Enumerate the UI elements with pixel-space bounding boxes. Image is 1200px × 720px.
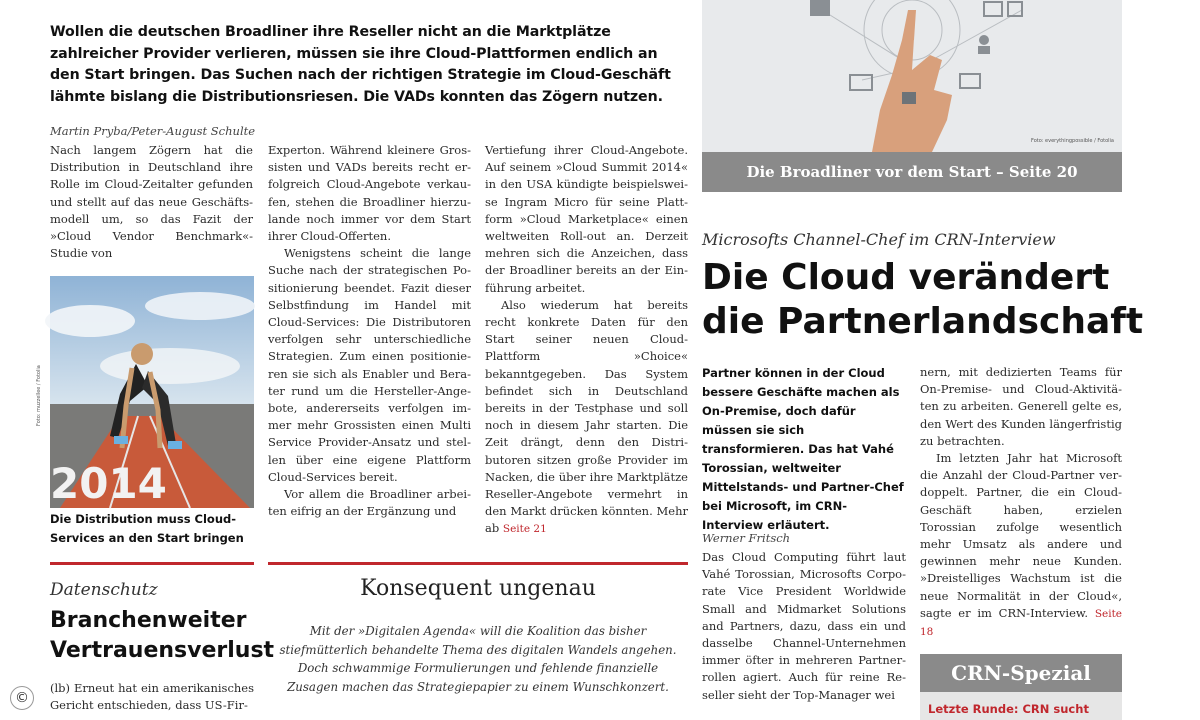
story3-headline-line1: Branchenweiter xyxy=(50,608,247,633)
story4-top-rule xyxy=(268,562,688,565)
story1-col2-para1: Experton. Während kleinere Grossisten und VADs bereits recht erfolgreich Cloud-Angebote verkaufen, stehen die Broadliner hierzulande noch immer vor dem Start ihrer Cloud-Offerten. xyxy=(268,143,471,244)
sprinter-photo-graphic xyxy=(50,276,254,508)
story1-column-2 xyxy=(268,142,471,520)
story4-dek-line4: Zusagen machen das Strategiepapier zu einem Wunschkonzert. xyxy=(287,679,669,694)
story3-headline xyxy=(50,606,274,666)
story1-col1-text: Nach langem Zögern hat die Distribution in Deutschland ihre Rolle im Cloud-Zeitalter gefunden und stellt auf das neue Geschäftsmodell um, so das Fazit der »Cloud Vendor Benchmark«-Studie von xyxy=(50,143,253,261)
story2-col2-text: Das Cloud Computing führt laut Vahé Torossian, Microsofts Corporate Vice President Worldwide Small and Midmarket Solutions and Partners, dazu, dass ein und dasselbe Channel-Unternehmen immer öfter in mehreren Partnerrollen agiert. Auch für reine Reseller sieht der Top-Manager wei xyxy=(702,550,906,702)
copyright-icon: © xyxy=(10,686,34,710)
story1-column-3 xyxy=(485,142,688,539)
story2-column-3 xyxy=(920,364,1122,641)
story3-headline-line2: Vertrauensverlust xyxy=(50,638,275,663)
story1-col2-para3: Vor allem die Broadliner arbeiten eifrig an der Ergänzung und xyxy=(268,487,471,519)
lead-paragraph: Wollen die deutschen Broadliner ihre Reseller nicht an die Marktplätze zahlreicher Provider verlieren, müssen sie ihre Cloud-Plattformen endlich an den Start bringen. Das Suchen nach der richtigen Strategie im Cloud-Geschäft lähmte bislang die Distributionsriesen. Die VADs konnten das Zögern nutzen. xyxy=(50,24,671,105)
story2-headline xyxy=(702,256,1143,344)
story4-dek-line2: stiefmütterlich behandelte Thema des digitalen Wandels angehen. xyxy=(279,642,677,657)
spezial-item[interactable]: Letzte Runde: CRN sucht xyxy=(928,702,1089,716)
sprinter-photo-credit: Foto: muzzellee / Fotolia xyxy=(36,365,42,426)
story4-headline: Konsequent ungenau xyxy=(360,576,596,601)
promo-caption-bar[interactable]: Die Broadliner vor dem Start – Seite 20 xyxy=(702,152,1122,192)
sprinter-caption: Die Distribution muss Cloud-Services an den Start bringen xyxy=(50,512,244,545)
story3-text: (lb) Erneut hat ein amerikanisches Gericht entschieden, dass US-Fir- xyxy=(50,681,254,713)
story2-headline-line2: die Partnerlandschaft xyxy=(702,301,1144,342)
story1-page-reference[interactable]: Seite 21 xyxy=(502,523,547,536)
story4-dek xyxy=(268,622,688,696)
story1-byline: Martin Pryba/Peter-August Schulte xyxy=(50,124,256,138)
story2-deck: Partner können in der Cloud bessere Geschäfte machen als On-Premise, doch dafür müssen sie sich transformieren. Das hat Vahé Torossian, weltweiter Mittelstands- und Partner-Chef bei Microsoft, im CRN-Interview erläutert. xyxy=(702,366,904,532)
story4-dek-line3: Doch schwammige Formulierungen und fehlende finanzielle xyxy=(297,661,659,675)
story1-col3-para1: Vertiefung ihrer Cloud-Angebote. Auf seinem »Cloud Summit 2014« in den USA kündigte beispielsweise Ingram Micro für seine Plattform »Cloud Marketplace« einen weltweiten Roll-out an. Derzeit mehren sich die Anzeichen, dass der Broadliner bereits an der Einführung arbeitet. xyxy=(485,143,688,295)
story2-headline-line1: Die Cloud verändert xyxy=(702,257,1110,298)
story3-kicker: Datenschutz xyxy=(50,580,158,600)
story1-column-1 xyxy=(50,142,253,262)
story2-page-reference[interactable]: Seite 18 xyxy=(920,607,1123,639)
story3-top-rule xyxy=(50,562,254,565)
story1-col3-para2: Also wiederum hat bereits recht konkrete Daten für den Start seiner neuen Cloud-Plattform »Choice« bekanntgegeben. Das System befindet sich in Deutschland bereits in der Testphase und soll noch in diesem Jahr starten. Die Zeit drängt, denn den Distributoren sitzen große Provider im Nacken, die über ihre Marktplätze Reseller-Angebote vermehrt in den Markt drücken könnten. Mehr ab xyxy=(485,297,688,536)
story2-byline: Werner Fritsch xyxy=(702,531,791,545)
sprinter-photo xyxy=(36,276,254,508)
story2-kicker: Microsofts Channel-Chef im CRN-Interview xyxy=(702,230,1056,249)
promo-photo-credit: Foto: everythingpossible / Fotolia xyxy=(1031,138,1114,144)
promo-photo xyxy=(702,0,1122,152)
story1-col2-para2: Wenigstens scheint die lange Suche nach der strategischen Positionierung beendet. Fazit dieser Selbstfindung im Handel mit Cloud-Services: Die Distributoren verfolgen sehr unterschiedliche Strategien. Zum einen positionieren sie sich als Enabler und Berater rund um die Hersteller-Angebote, andererseits verfolgen immer mehr Grossisten einen Multi Service Provider-Ansatz und stellen über eine eigene Plattform Cloud-Services bereit. xyxy=(268,246,471,484)
track-year-text: 2014 xyxy=(50,459,167,508)
spezial-title-bar: CRN-Spezial xyxy=(920,654,1122,692)
spezial-box xyxy=(920,692,1122,720)
story4-dek-line1: Mit der »Digitalen Agenda« will die Koalition das bisher xyxy=(309,624,647,638)
promo-photo-graphic xyxy=(702,0,1122,152)
story2-col3-para2: Im letzten Jahr hat Microsoft die Anzahl der Cloud-Partner verdoppelt. Partner, die ein Cloud-Geschäft haben, erzielen Torossian zufolge wesentlich mehr Umsatz als andere und gewinnen mehr neue Kunden. »Dreistelliges Wachstum ist die neue Normalität in der Cloud«, sagte er im CRN-Interview. xyxy=(920,451,1122,620)
story2-col3-para1: nern, mit dedizierten Teams für On-Premise- und Cloud-Aktivitäten zu arbeiten. Generell gelte es, den Wert des Kunden längerfristig zu betrachten. xyxy=(920,365,1122,448)
story2-column-2 xyxy=(702,549,906,704)
